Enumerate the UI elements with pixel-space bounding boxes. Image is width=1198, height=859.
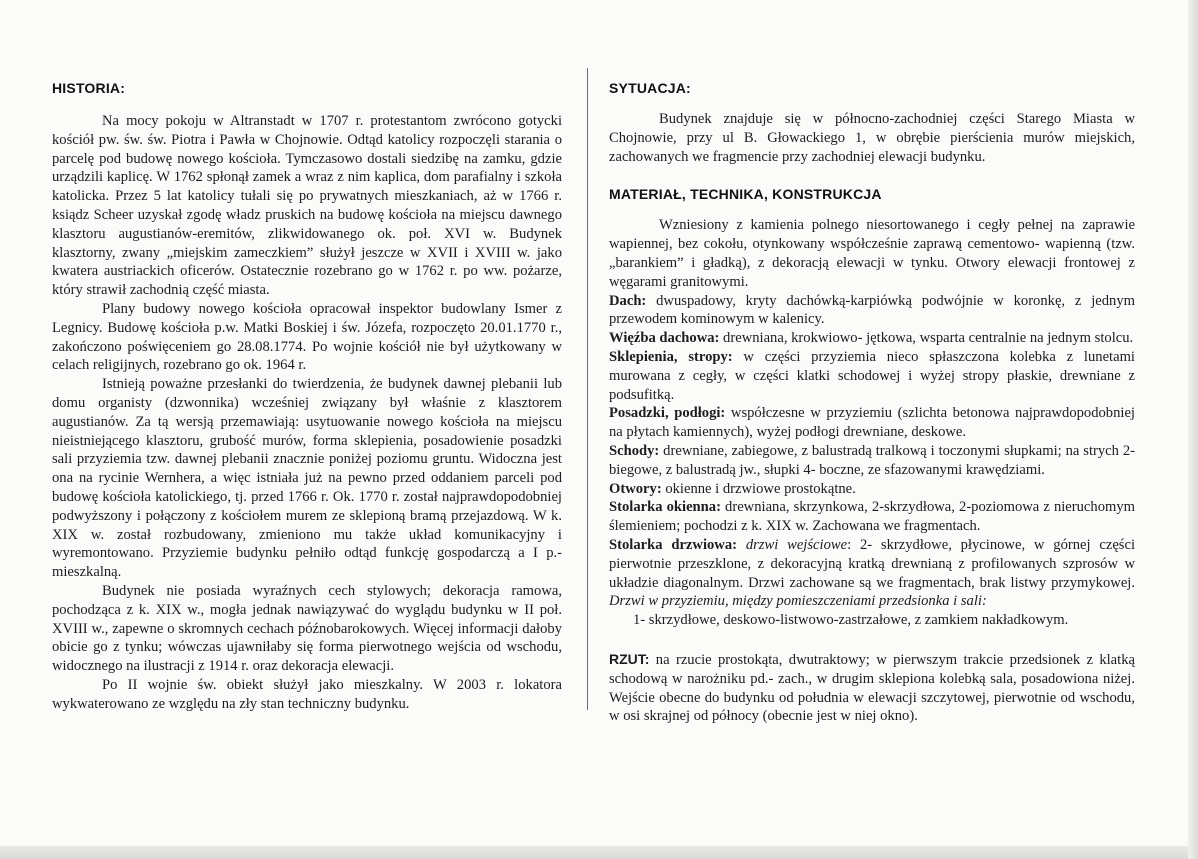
material-item-otwory [609, 480, 1135, 499]
material-intro: Wzniesiony z kamienia polnego niesortowanego i cegły pełnej na zaprawie wapiennej, bez cokołu, otynkowany współcześnie zaprawą cementowo- wapienną (tzw. „barankiem” i gładką), z dekoracją elewacji w tynku. Otwory elewacji frontowej z węgarami granitowymi. [609, 217, 1135, 290]
posadzki-text: współczesne w przyziemiu (szlichta betonowa najprawdopodobniej na płytach kamiennych), wyżej podłogi drewniane, deskowe. [609, 405, 1135, 441]
sklepienia-label: Sklepienia, stropy: [609, 348, 733, 365]
stolarka-drzwiowa-label: Stolarka drzwiowa: [609, 536, 737, 553]
drzwi-text: : 2- skrzydłowe, płycinowe, w górnej części pierwotnie przeszklone, z dekoracyjną kratką drewnianą z profilowanych szprosów w układzie diagonalnym. Drzwi zachowane są we fragmentach, brak listwy przymykowej. [609, 536, 1136, 591]
sytuacja-heading: SYTUACJA: [609, 80, 691, 96]
rzut-label: RZUT: [609, 650, 650, 667]
historia-paragraph-5: Po II wojnie św. obiekt służył jako mieszkalny. W 2003 r. lokatora wykwaterowano ze względu na zły stan techniczny budynku. [52, 676, 562, 712]
historia-paragraph-3: Istnieją poważne przesłanki do twierdzenia, że budynek dawnej plebanii lub domu organisty (dzwonnika) wcześniej związany był właśnie z klasztorem augustianów. Za tą wersją przemawiają: usytuowanie nowego kościoła na miejscu nieistniejącego klasztoru, grubość murów, forma sklepienia, posadowienie posadzki sali przyziemia tzw. dawnej plebanii znacznie poniżej poziomu gruntu. Widoczna jest ona na rycinie Wernhera, a więc istniała już na pewno przed oddaniem parceli pod budowę kościoła katolickiego, tj. przed 1766 r. Ok. 1770 r. został najprawdopodobniej podwyższony i połączony z kościołem murem ze sklepioną bramą przejazdową. W k. XIX w. został rozbudowany, zmieniono mu także układ komunikacyjny i wyremontowano. Przyziemie budynku pełniło odtąd funkcję gospodarczą a I p.- mieszkalną. [52, 376, 562, 581]
dach-label: Dach: [609, 292, 647, 309]
dach-text: dwuspadowy, kryty dachówką-karpiówką podwójnie w koronkę, z jednym przewodem kominowym w kalenicy. [609, 292, 1135, 328]
sklepienia-text: w części przyziemia nieco spłaszczona kolebka z lunetami murowana z cegły, w części klatki schodowej i wyżej stropy płaskie, drewniane z podsufitką. [609, 348, 1135, 403]
drzwi-przyziemie-italic: Drzwi w przyziemiu, między pomieszczeniami przedsionka i sali: [609, 593, 987, 610]
stolarka-okienna-label: Stolarka okienna: [609, 499, 721, 516]
historia-paragraph-2: Plany budowy nowego kościoła opracował inspektor budowlany Ismer z Legnicy. Budowę kościoła p.w. Matki Boskiej i św. Józefa, rozpoczęto 20.01.1770 r., zakończono poświęceniem go 28.08.1774. Po wojnie kościół nie był użytkowany w celach religijnych, rozebrano go ok. 1964 r. [52, 300, 562, 374]
column-divider [587, 68, 588, 710]
material-item-dach [609, 292, 1135, 330]
drzwi-list-line: 1- skrzydłowe, deskowo-listwowo-zastrzałowe, z zamkiem nakładkowym. [633, 612, 1069, 629]
material-item-stolarka-okienna [609, 498, 1135, 536]
schody-label: Schody: [609, 442, 660, 459]
left-column [52, 68, 562, 714]
historia-paragraph-4: Budynek nie posiada wyraźnych cech stylowych; dekoracja ramowa, pochodząca z k. XIX w., mogła jednak nawiązywać do wyglądu budynku w II poł. XVIII w., zapewne o skromnych cechach późnobarokowych. Więcej informacji dałoby obicie go z tynku; wówczas ujawniłaby się forma pierwotnego wejścia od wschodu, widocznego na ilustracji z 1914 r. oraz dekoracja elewacji. [52, 582, 562, 675]
rzut-paragraph [609, 650, 1135, 726]
drzwi-wejsciowe-italic: drzwi wejściowe [745, 536, 848, 553]
right-column [609, 68, 1135, 726]
material-item-stolarka-drzwiowa [609, 536, 1135, 611]
scan-edge-bottom [0, 846, 1198, 859]
material-item-wiezba [609, 329, 1135, 348]
historia-heading: HISTORIA: [52, 80, 126, 96]
material-item-posadzki [609, 404, 1135, 442]
scan-edge-right [1188, 0, 1198, 859]
material-heading: MATERIAŁ, TECHNIKA, KONSTRUKCJA [609, 186, 882, 203]
otwory-label: Otwory: [609, 480, 662, 497]
posadzki-label: Posadzki, podłogi: [609, 405, 726, 422]
material-item-sklepienia [609, 348, 1135, 404]
otwory-text: okienne i drzwiowe prostokątne. [661, 480, 856, 497]
schody-text: drewniane, zabiegowe, z balustradą tralkową i toczonymi słupkami; na strych 2- biegowe, z balustradą jw., słupki 4- boczne, ze sfazowanymi krawędziami. [609, 442, 1135, 478]
wiezba-label: Więźba dachowa: [609, 330, 720, 347]
historia-paragraph-1: Na mocy pokoju w Altranstadt w 1707 r. protestantom zwrócono gotycki kościół pw. św. św. Piotra i Pawła w Chojnowie. Odtąd katolicy rozpoczęli starania o parcelę pod budowę nowego kościoła. Tymczasowo dostali siedzibę na zamku, gdzie urządzili kaplicę. W 1762 spłonął zamek a wraz z nim kaplica, dom parafialny i szkoła katolicka. Przez 5 lat katolicy tułali się po prywatnych mieszkaniach, aż w 1766 r. ksiądz Scheer uzyskał zgodę władz pruskich na budowę kościoła na miejscu dawnego klasztoru augustianów-eremitów, zlikwidowanego ok. poł. XVI w. Budynek klasztorny, zwany „miejskim zameczkiem” służył jeszcze w XVII i XVIII w. jako kwatera austriackich oficerów. Ostatecznie rozebrano go w 1762 r. po ww. pożarze, który strawił zachodnią część miasta. [52, 113, 562, 299]
sytuacja-text: Budynek znajduje się w północno-zachodniej części Starego Miasta w Chojnowie, przy ul B. Głowackiego 1, w obrębie pierścienia murów miejskich, zachowanych we fragmencie przy zachodniej elewacji budynku. [609, 111, 1135, 165]
material-item-schody [609, 442, 1135, 480]
rzut-text: na rzucie prostokąta, dwutraktowy; w pierwszym trakcie przedsionek z klatką schodową w narożniku pd.- zach., w drugim sklepiona kolebką sala, posadowiona niżej. Wejście obecne do budynku od południa w elewacji szczytowej, pierwotnie od wschodu, w osi skrajnej od północy (obecnie jest w niej okno). [609, 651, 1135, 725]
wiezba-text: drewniana, krokwiowo- jętkowa, wsparta centralnie na jednym stolcu. [719, 330, 1134, 347]
stolarka-okienna-text: drewniana, skrzynkowa, 2-skrzydłowa, 2-poziomowa z nieruchomym ślemieniem; pochodzi z k. XIX w. Zachowana we fragmentach. [609, 499, 1135, 535]
